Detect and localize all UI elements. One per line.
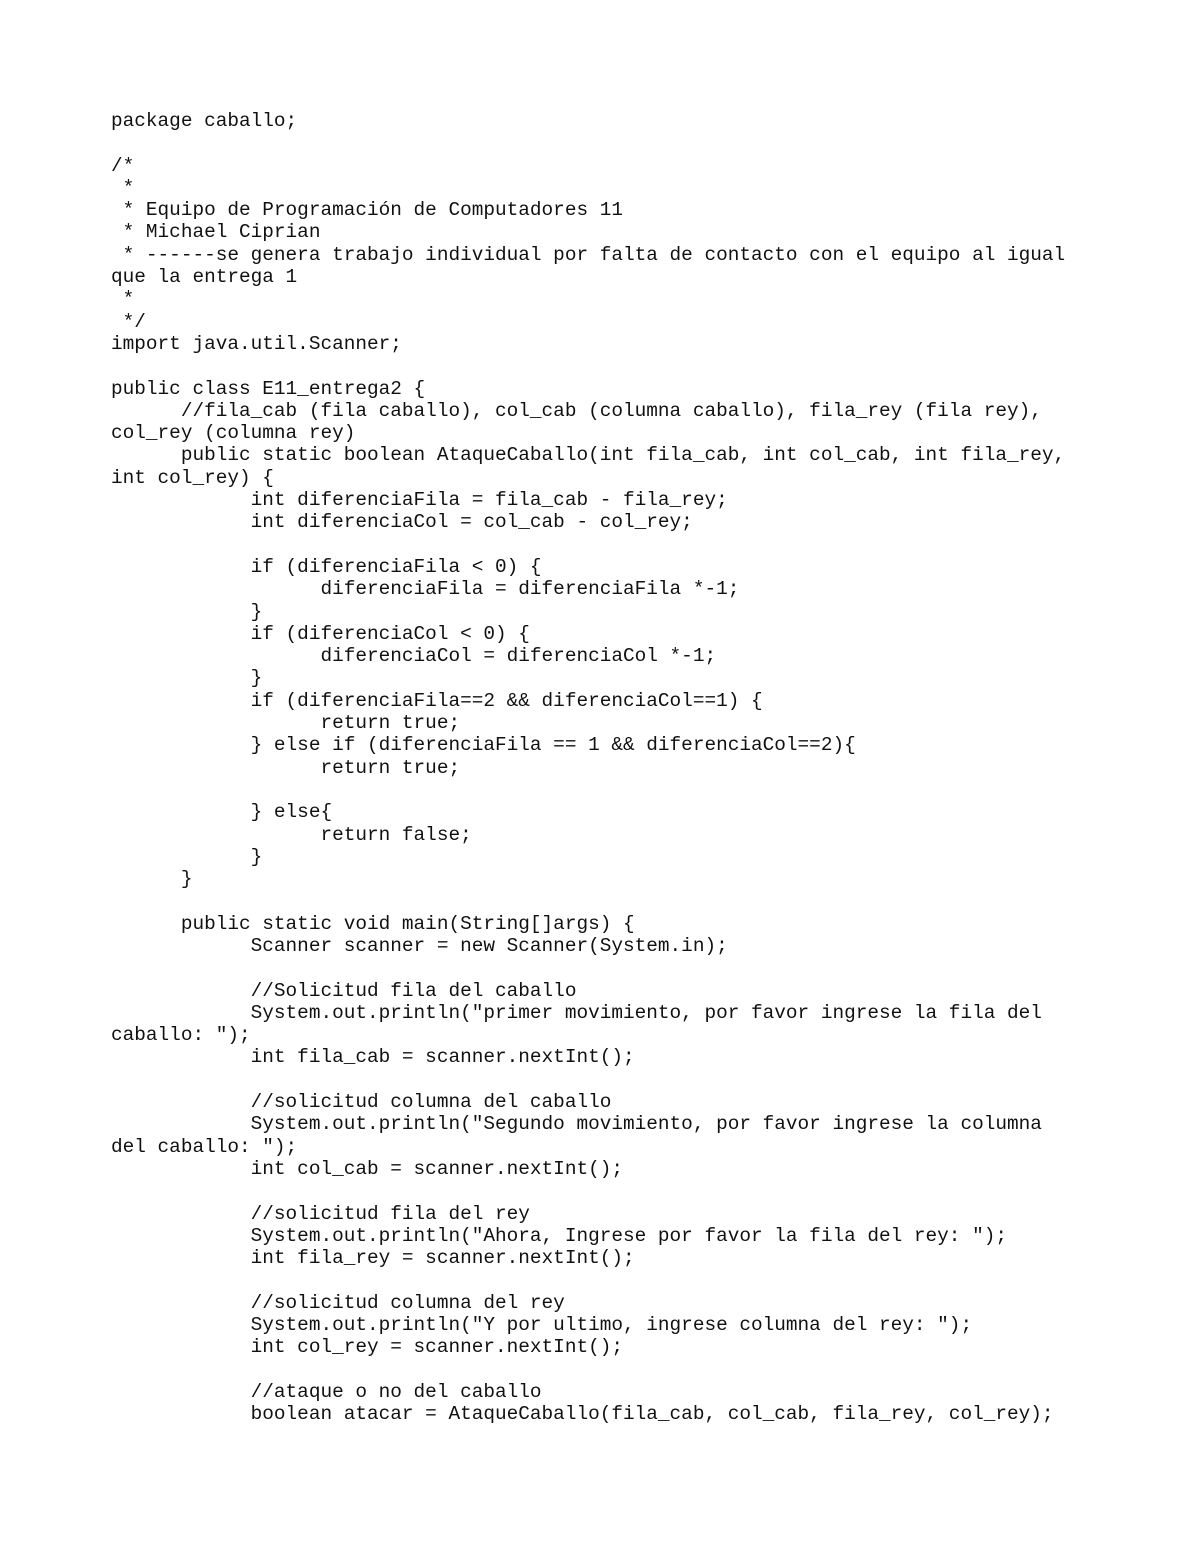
code-line: [111, 1180, 1111, 1202]
code-line: if (diferenciaCol < 0) {: [111, 622, 530, 645]
code-line: } else if (diferenciaFila == 1 && diferenciaCol==2){: [111, 734, 856, 757]
code-line: } else{: [111, 801, 333, 824]
code-line: int col_rey = scanner.nextInt();: [111, 1336, 623, 1359]
code-line: }: [111, 868, 193, 891]
code-line: que la entrega 1: [111, 266, 298, 289]
code-line: System.out.println("primer movimiento, por favor ingrese la fila del: [111, 1001, 1042, 1024]
code-line: * Equipo de Programación de Computadores 11: [111, 199, 623, 222]
code-line: */: [111, 310, 146, 333]
code-line: System.out.println("Ahora, Ingrese por favor la fila del rey: ");: [111, 1224, 1007, 1247]
code-line: boolean atacar = AtaqueCaballo(fila_cab, col_cab, fila_rey, col_rey);: [111, 1403, 1054, 1426]
code-line: int diferenciaCol = col_cab - col_rey;: [111, 511, 693, 534]
code-line: * ------se genera trabajo individual por falta de contacto con el equipo al igual: [111, 243, 1066, 266]
code-line: public static void main(String[]args) {: [111, 912, 635, 935]
code-line: [111, 1359, 1111, 1381]
code-line: Scanner scanner = new Scanner(System.in);: [111, 934, 728, 957]
code-line: [111, 1269, 1111, 1291]
code-line: }: [111, 600, 263, 623]
code-line: /*: [111, 154, 135, 177]
code-line: caballo: ");: [111, 1024, 251, 1047]
code-line: return true;: [111, 756, 461, 779]
code-line: int diferenciaFila = fila_cab - fila_rey;: [111, 489, 728, 512]
code-listing: [111, 110, 1111, 1426]
code-line: if (diferenciaFila < 0) {: [111, 555, 542, 578]
code-line: int col_rey) {: [111, 466, 274, 489]
code-line: //Solicitud fila del caballo: [111, 979, 577, 1002]
code-line: return true;: [111, 712, 461, 735]
code-line: del caballo: ");: [111, 1135, 298, 1158]
code-line: [111, 957, 1111, 979]
code-line: public static boolean AtaqueCaballo(int fila_cab, int col_cab, int fila_rey,: [111, 444, 1066, 467]
code-line: int fila_rey = scanner.nextInt();: [111, 1247, 635, 1270]
code-line: package caballo;: [111, 110, 298, 132]
code-line: col_rey (columna rey): [111, 422, 356, 445]
code-line: diferenciaCol = diferenciaCol *-1;: [111, 645, 717, 668]
code-line: }: [111, 845, 263, 868]
code-line: diferenciaFila = diferenciaFila *-1;: [111, 578, 740, 601]
code-line: * Michael Ciprian: [111, 221, 321, 244]
code-line: return false;: [111, 823, 472, 846]
code-line: *: [111, 176, 135, 199]
code-line: [111, 890, 1111, 912]
code-line: [111, 534, 1111, 556]
code-line: [111, 1069, 1111, 1091]
code-line: [111, 779, 1111, 801]
code-line: [111, 132, 1111, 154]
code-line: //fila_cab (fila caballo), col_cab (columna caballo), fila_rey (fila rey),: [111, 399, 1042, 422]
code-line: //solicitud columna del caballo: [111, 1091, 612, 1114]
code-line: //ataque o no del caballo: [111, 1380, 542, 1403]
code-line: *: [111, 288, 135, 311]
code-line: int fila_cab = scanner.nextInt();: [111, 1046, 635, 1069]
code-line: if (diferenciaFila==2 && diferenciaCol==1) {: [111, 689, 763, 712]
code-line: int col_cab = scanner.nextInt();: [111, 1157, 623, 1180]
code-line: public class E11_entrega2 {: [111, 377, 426, 400]
code-line: import java.util.Scanner;: [111, 332, 402, 355]
code-line: System.out.println("Y por ultimo, ingrese columna del rey: ");: [111, 1314, 973, 1337]
code-line: //solicitud columna del rey: [111, 1291, 565, 1314]
code-line: //solicitud fila del rey: [111, 1202, 530, 1225]
code-line: [111, 355, 1111, 377]
code-line: System.out.println("Segundo movimiento, por favor ingrese la columna: [111, 1113, 1042, 1136]
code-line: }: [111, 667, 263, 690]
